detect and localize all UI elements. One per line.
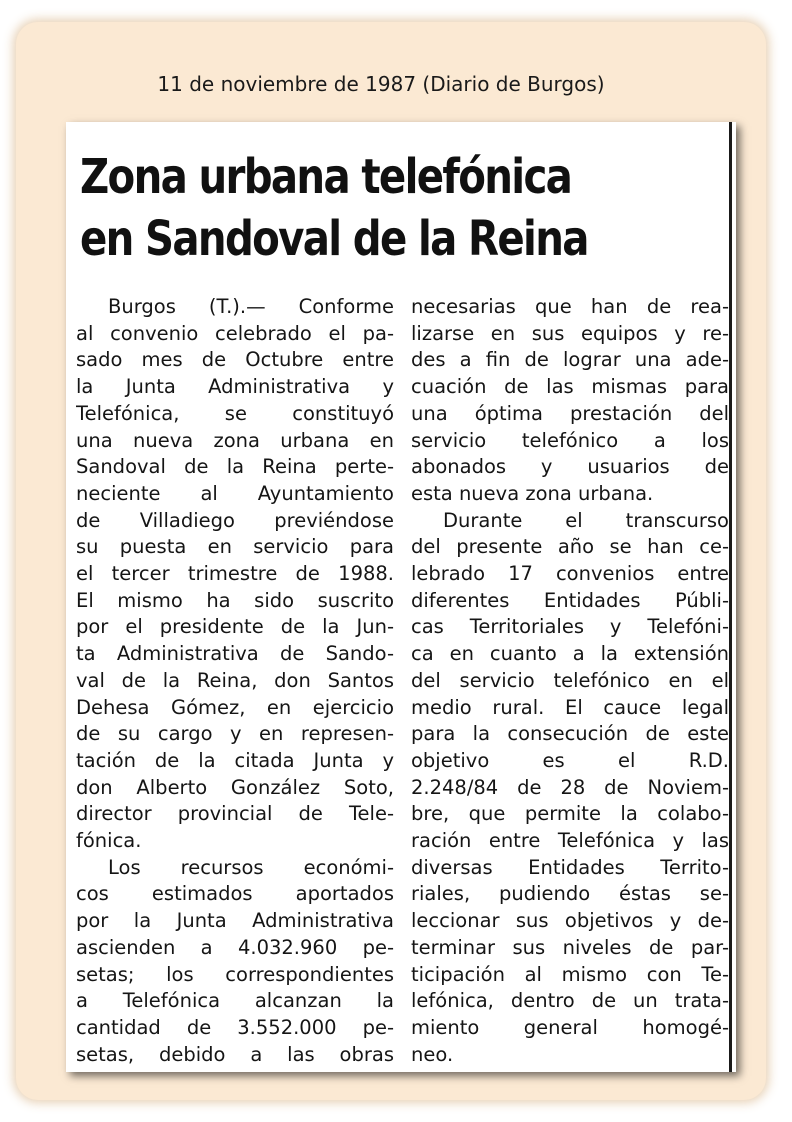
text-line: neo. <box>411 1042 454 1066</box>
text-line: riales, pudiendo éstas se- <box>411 882 729 906</box>
text-line: ración entre Telefónica y las <box>411 829 729 853</box>
text-line: del servicio telefónico en el <box>411 668 729 692</box>
text-line: Durante el transcurso <box>443 508 729 532</box>
text-line: ca en cuanto a la extensión <box>411 642 729 666</box>
date-source-caption: 11 de noviembre de 1987 (Diario de Burgos) <box>157 72 605 96</box>
article-column-right <box>411 294 729 1068</box>
text-line: lizarse en sus equipos y re- <box>411 321 729 345</box>
column-rule <box>729 122 732 1072</box>
text-line: por el presidente de la Jun- <box>76 615 394 639</box>
text-line: ascienden a 4.032.960 pe- <box>76 935 394 959</box>
text-line: cos estimados aportados <box>76 882 394 906</box>
text-line: director provincial de Tele- <box>76 802 394 826</box>
text-line: necesarias que han de rea- <box>411 295 729 318</box>
text-line: ta Administrativa de Sando- <box>76 642 394 666</box>
text-line: a Telefónica alcanzan la <box>76 989 394 1013</box>
text-line: por la Junta Administrativa <box>76 909 394 933</box>
text-line: servicio telefónico a los <box>411 428 729 452</box>
text-line: tación de la citada Junta y <box>76 748 394 772</box>
text-line: una nueva zona urbana en <box>76 428 394 452</box>
text-line: el tercer trimestre de 1988. <box>76 562 394 586</box>
text-line: bre, que permite la colabo- <box>411 802 729 826</box>
page-frame <box>16 22 766 1100</box>
text-line: Dehesa Gómez, en ejercicio <box>76 695 394 719</box>
text-line: cuación de las mismas para <box>411 375 729 399</box>
text-line: diversas Entidades Territo- <box>411 855 729 879</box>
text-line: de su cargo y en represen- <box>76 722 394 746</box>
text-line: su puesta en servicio para <box>76 535 394 559</box>
text-line: val de la Reina, don Santos <box>76 668 394 692</box>
text-line: fónica. <box>76 829 142 853</box>
text-line: al convenio celebrado el pa- <box>76 321 394 345</box>
text-line: Burgos (T.).— Conforme <box>108 295 394 318</box>
text-line: 2.248/84 de 28 de Noviem- <box>411 775 729 799</box>
text-line: Telefónica, se constituyó <box>76 401 394 425</box>
text-line: diferentes Entidades Públi- <box>411 588 729 612</box>
text-line: don Alberto González Soto, <box>76 775 394 799</box>
text-line: Sandoval de la Reina perte- <box>76 455 394 479</box>
text-line: medio rural. El cauce legal <box>411 695 729 719</box>
text-line: del presente año se han ce- <box>411 535 729 559</box>
text-line: setas; los correspondientes <box>76 962 394 986</box>
headline-line: en Sandoval de la Reina <box>80 211 588 267</box>
article-column-left <box>76 294 394 1068</box>
text-line: abonados y usuarios de <box>411 455 729 479</box>
text-line: sado mes de Octubre entre <box>76 348 394 372</box>
text-line: la Junta Administrativa y <box>76 375 394 399</box>
text-line: setas, debido a las obras <box>76 1042 394 1066</box>
text-line: El mismo ha sido suscrito <box>76 588 394 612</box>
text-line: des a fin de lograr una ade- <box>411 348 729 372</box>
text-line: objetivo es el R.D. <box>411 748 729 772</box>
text-line: cantidad de 3.552.000 pe- <box>76 1015 394 1039</box>
headline-line: Zona urbana telefónica <box>80 149 572 205</box>
text-line: para la consecución de este <box>411 722 729 746</box>
text-line: esta nueva zona urbana. <box>411 481 654 505</box>
text-line: de Villadiego previéndose <box>76 508 394 532</box>
text-line: una óptima prestación del <box>411 401 729 425</box>
text-line: miento general homogé- <box>411 1015 729 1039</box>
text-line: leccionar sus objetivos y de- <box>411 909 729 933</box>
text-line: Los recursos económi- <box>108 855 394 879</box>
article-headline <box>80 146 601 270</box>
text-line: ticipación al mismo con Te- <box>411 962 729 986</box>
newspaper-clipping <box>66 122 736 1072</box>
text-line: terminar sus niveles de par- <box>411 935 729 959</box>
text-line: lebrado 17 convenios entre <box>411 562 729 586</box>
text-line: neciente al Ayuntamiento <box>76 481 394 505</box>
text-line: lefónica, dentro de un trata- <box>411 989 729 1013</box>
text-line: cas Territoriales y Telefóni- <box>411 615 729 639</box>
